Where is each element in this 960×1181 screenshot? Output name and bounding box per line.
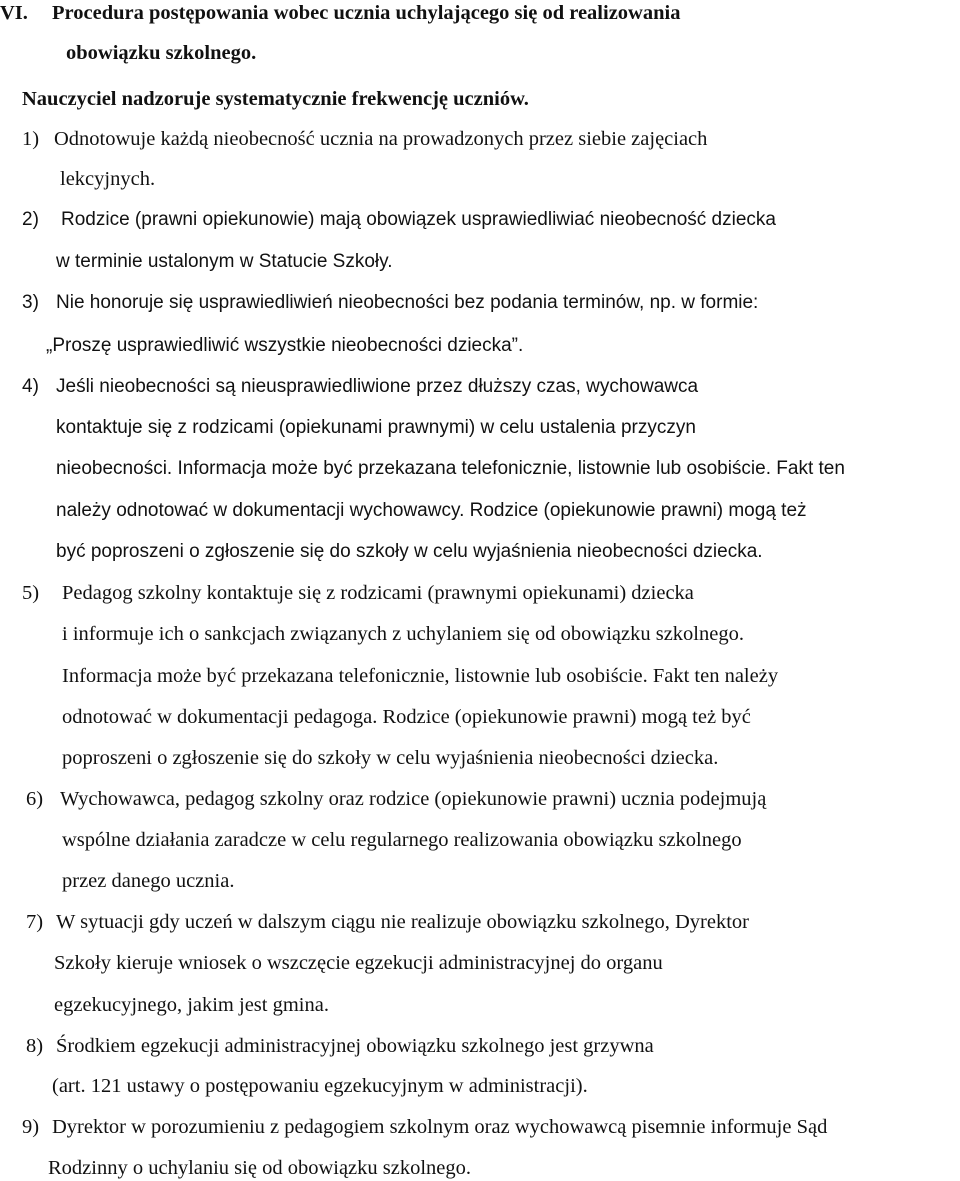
list-item-line: Środkiem egzekucji administracyjnej obowiązku szkolnego jest grzywna (56, 1035, 654, 1057)
section-title-line-2: obowiązku szkolnego. (66, 42, 257, 64)
list-item-line: egzekucyjnego, jakim jest gmina. (54, 994, 329, 1016)
list-item-line: (art. 121 ustawy o postępowaniu egzekucyjnym w administracji). (52, 1075, 588, 1097)
list-item-number: 7) (26, 911, 44, 933)
list-item-number: 9) (22, 1116, 40, 1138)
list-item-line: Rodzice (prawni opiekunowie) mają obowiązek usprawiedliwiać nieobecność dziecka (61, 209, 776, 230)
list-item-line: „Proszę usprawiedliwić wszystkie nieobecności dziecka”. (46, 335, 524, 356)
list-item-line: poproszeni o zgłoszenie się do szkoły w celu wyjaśnienia nieobecności dziecka. (62, 747, 719, 769)
list-item-line: Wychowawca, pedagog szkolny oraz rodzice (opiekunowie prawni) ucznia podejmują (60, 788, 767, 810)
list-item-number: 1) (22, 128, 40, 150)
list-item-line: należy odnotować w dokumentacji wychowawcy. Rodzice (opiekunowie prawni) mogą też (56, 500, 807, 521)
section-heading (0, 0, 28, 26)
list-item-line: Pedagog szkolny kontaktuje się z rodzicami (prawnymi opiekunami) dziecka (62, 582, 694, 604)
section-title-line-1: Procedura postępowania wobec ucznia uchylającego się od realizowania (52, 2, 681, 24)
section-number: VI. (0, 2, 28, 24)
list-item-line: kontaktuje się z rodzicami (opiekunami prawnymi) w celu ustalenia przyczyn (56, 417, 696, 438)
list-item-number: 4) (22, 376, 39, 397)
list-item-line: Rodzinny o uchylaniu się od obowiązku szkolnego. (48, 1157, 472, 1179)
list-item-line: Informacja może być przekazana telefonicznie, listownie lub osobiście. Fakt ten należy (62, 665, 779, 687)
list-item-line: i informuje ich o sankcjach związanych z uchylaniem się od obowiązku szkolnego. (62, 623, 744, 645)
list-item-line: Jeśli nieobecności są nieusprawiedliwione przez dłuższy czas, wychowawca (56, 376, 699, 397)
list-item-line: przez danego ucznia. (62, 870, 235, 892)
list-item-line: odnotować w dokumentacji pedagoga. Rodzice (opiekunowie prawni) mogą też być (62, 706, 751, 728)
list-item-number: 6) (26, 788, 44, 810)
list-item-line: Dyrektor w porozumieniu z pedagogiem szkolnym oraz wychowawcą pisemnie informuje Sąd (52, 1116, 828, 1138)
intro-paragraph: Nauczyciel nadzoruje systematycznie frekwencję uczniów. (22, 88, 529, 110)
list-item-line: Odnotowuje każdą nieobecność ucznia na prowadzonych przez siebie zajęciach (54, 128, 708, 150)
list-item-number: 5) (22, 582, 40, 604)
list-item-number: 8) (26, 1035, 44, 1057)
list-item-line: być poproszeni o zgłoszenie się do szkoły w celu wyjaśnienia nieobecności dziecka. (56, 541, 763, 562)
list-item-line: Nie honoruje się usprawiedliwień nieobecności bez podania terminów, np. w formie: (56, 292, 759, 313)
list-item-line: wspólne działania zaradcze w celu regularnego realizowania obowiązku szkolnego (62, 829, 742, 851)
list-item-line: nieobecności. Informacja może być przekazana telefonicznie, listownie lub osobiście. Fakt ten (56, 458, 845, 479)
list-item-number: 2) (22, 209, 39, 230)
list-item-number: 3) (22, 292, 39, 313)
list-item-line: Szkoły kieruje wniosek o wszczęcie egzekucji administracyjnej do organu (54, 952, 663, 974)
list-item-line: lekcyjnych. (60, 168, 156, 190)
list-item-line: W sytuacji gdy uczeń w dalszym ciągu nie realizuje obowiązku szkolnego, Dyrektor (56, 911, 749, 933)
list-item-line: w terminie ustalonym w Statucie Szkoły. (56, 251, 393, 272)
